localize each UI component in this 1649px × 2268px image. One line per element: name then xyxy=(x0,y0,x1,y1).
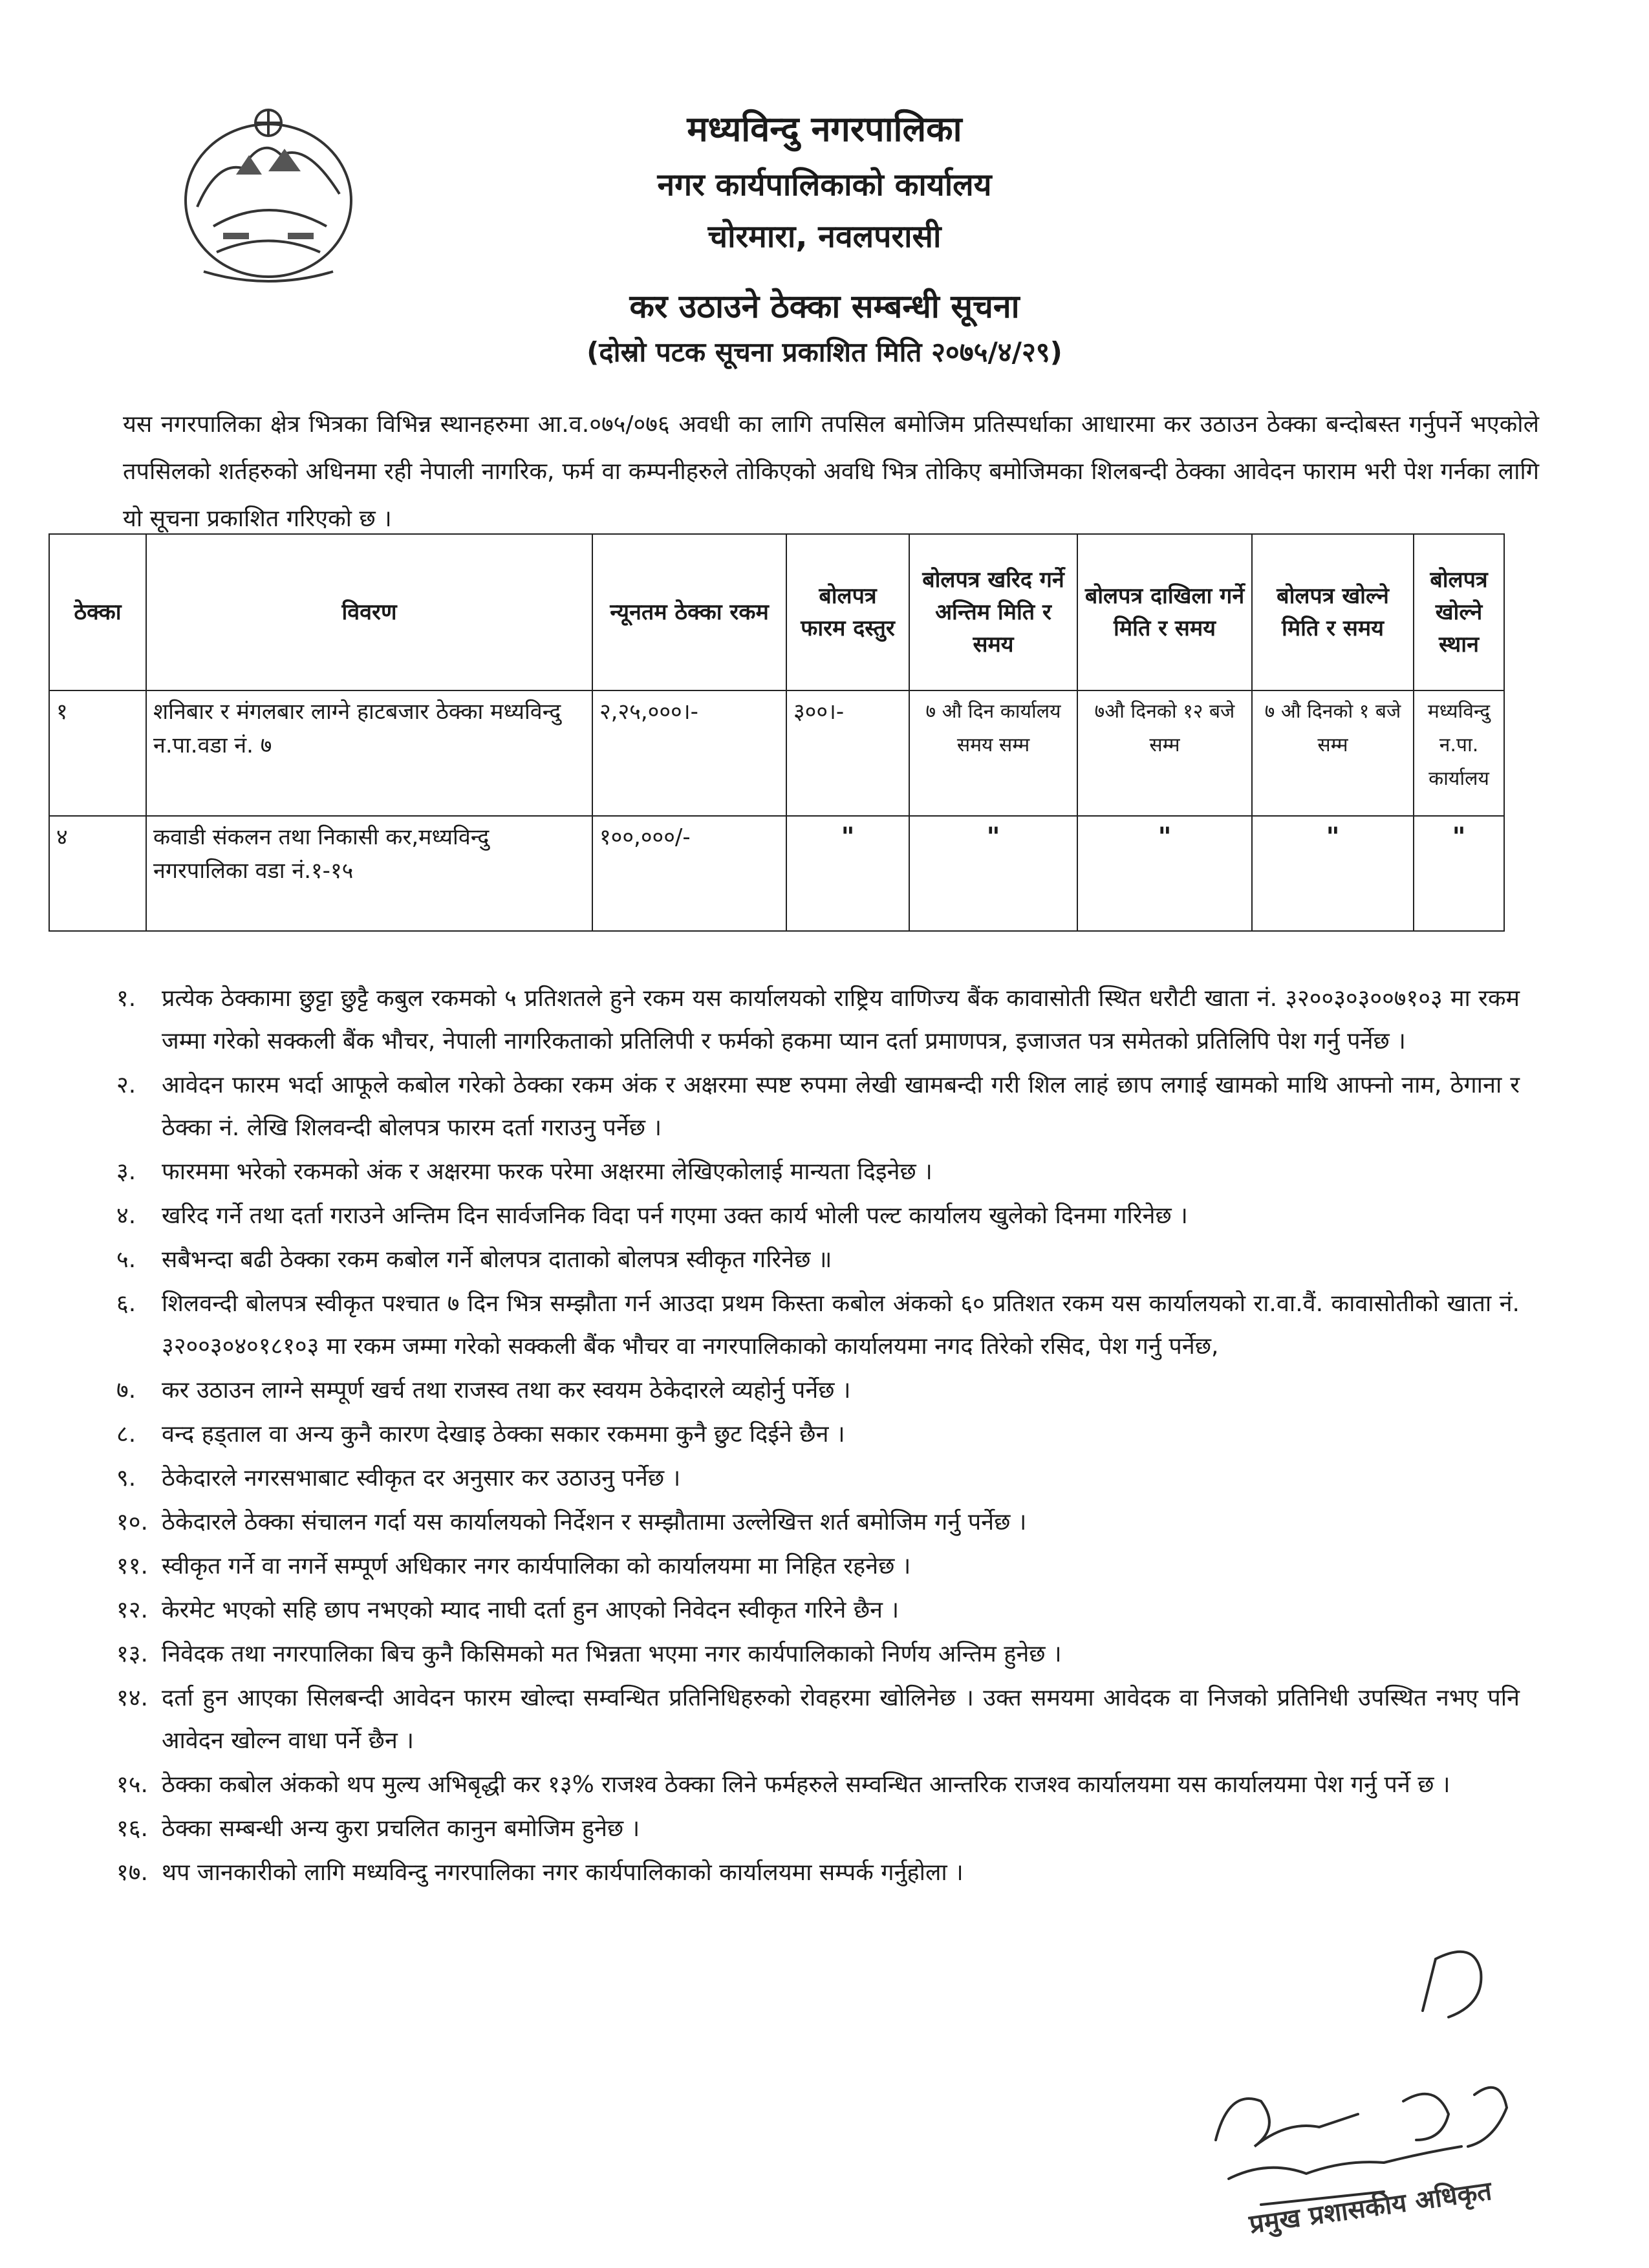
cell-description: शनिबार र मंगलबार लाग्ने हाटबजार ठेक्का मध्यविन्दु न.पा.वडा नं. ७ xyxy=(146,690,592,816)
condition-text: सबैभन्दा बढी ठेक्का रकम कबोल गर्ने बोलपत्र दाताको बोलपत्र स्वीकृत गरिनेछ ॥ xyxy=(162,1246,832,1273)
cell-form-fee: ३००।- xyxy=(786,690,909,816)
condition-text: आवेदन फारम भर्दा आफूले कबोल गरेको ठेक्का रकम अंक र अक्षरमा स्पष्ट रुपमा लेखी खामबन्दी गरी शिल लाहं छाप लगाई खामको माथि आफ्नो नाम, ठेगाना र ठेक्का नं. लेखि शिलवन्दी बोलपत्र फारम दर्ता गराउनु पर्नेछ । xyxy=(162,1072,1520,1141)
condition-text: कर उठाउन लाग्ने सम्पूर्ण खर्च तथा राजस्व तथा कर स्वयम ठेकेदारले व्यहोर्नु पर्नेछ । xyxy=(162,1377,851,1404)
condition-item xyxy=(116,1413,1520,1456)
condition-text: ठेकेदारले नगरसभाबाट स्वीकृत दर अनुसार कर उठाउनु पर्नेछ । xyxy=(162,1465,681,1492)
condition-number: ३. xyxy=(116,1159,136,1185)
condition-item xyxy=(116,1501,1520,1544)
condition-number: ८. xyxy=(116,1421,136,1448)
condition-text: दर्ता हुन आएका सिलबन्दी आवेदन फारम खोल्दा सम्वन्धित प्रतिनिधिहरुको रोवहरमा खोलिनेछ । उक्त समयमा आवेदक वा निजको प्रतिनिधी उपस्थित नभए पनि आवेदन खोल्न वाधा पर्ने छैन । xyxy=(162,1685,1520,1754)
condition-number: ६. xyxy=(116,1290,136,1317)
col-header-contract-no: ठेक्का xyxy=(49,534,146,690)
notice-subtitle: (दोस्रो पटक सूचना प्रकाशित मिति २०७५/४/२९) xyxy=(587,336,1062,368)
cell-min-amount: १००,०००/- xyxy=(592,816,786,931)
condition-item xyxy=(116,1545,1520,1588)
col-header-form-fee: बोलपत्र फारम दस्तुर xyxy=(786,534,909,690)
condition-number: ४. xyxy=(116,1203,136,1229)
signatory-title: प्रमुख प्रशासकीय अधिकृत xyxy=(1247,2176,1494,2240)
condition-item xyxy=(116,1633,1520,1676)
condition-number: १६. xyxy=(116,1815,148,1842)
table-header-row xyxy=(49,534,1504,690)
condition-number: ११. xyxy=(116,1553,148,1579)
condition-text: थप जानकारीको लागि मध्यविन्दु नगरपालिका नगर कार्यपालिकाको कार्यालयमा सम्पर्क गर्नुहोला । xyxy=(162,1859,964,1886)
col-header-opening: बोलपत्र खोल्ने मिति र समय xyxy=(1252,534,1414,690)
intro-paragraph: यस नगरपालिका क्षेत्र भित्रका विभिन्न स्थानहरुमा आ.व.०७५/०७६ अवधी का लागि तपसिल बमोजिम प्रतिस्पर्धाका आधारमा कर उठाउन ठेक्का बन्दोबस्त गर्नुपर्ने भएकोले तपसिलको शर्तहरुको अधिनमा रही नेपाली नागरिक, फर्म वा कम्पनीहरुले तोकिएको अवधि भित्र तोकिए बमोजिमका शिलबन्दी ठेक्का आवेदन फाराम भरी पेश गर्नका लागि यो सूचना प्रकाशित गरिएको छ । xyxy=(123,411,1539,532)
tender-table xyxy=(48,533,1505,932)
condition-text: निवेदक तथा नगरपालिका बिच कुनै किसिमको मत भिन्नता भएमा नगर कार्यपालिकाको निर्णय अन्तिम हुनेछ । xyxy=(162,1641,1062,1667)
cell-submission: ७औ दिनको १२ बजे सम्म xyxy=(1077,690,1252,816)
condition-number: १५. xyxy=(116,1771,148,1798)
condition-text: खरिद गर्ने तथा दर्ता गराउने अन्तिम दिन सार्वजनिक विदा पर्न गएमा उक्त कार्य भोली पल्ट कार्यालय खुलेको दिनमा गरिनेछ । xyxy=(162,1203,1188,1229)
condition-text: स्वीकृत गर्ने वा नगर्ने सम्पूर्ण अधिकार नगर कार्यपालिका को कार्यालयमा मा निहित रहनेछ । xyxy=(162,1553,911,1579)
condition-number: १२. xyxy=(116,1597,148,1623)
cell-opening: ७ औ दिनको १ बजे सम्म xyxy=(1252,690,1414,816)
col-header-min-amount: न्यूनतम ठेक्का रकम xyxy=(592,534,786,690)
condition-item xyxy=(116,1283,1520,1368)
condition-number: १. xyxy=(116,985,136,1012)
municipality-name: मध्यविन्दु नगरपालिका xyxy=(687,109,962,149)
condition-item xyxy=(116,1064,1520,1150)
office-name: नगर कार्यपालिकाको कार्यालय xyxy=(657,167,992,203)
cell-contract-no: ४ xyxy=(49,816,146,931)
cell-min-amount: २,२५,०००।- xyxy=(592,690,786,816)
condition-number: १४. xyxy=(116,1685,148,1711)
col-header-submission: बोलपत्र दाखिला गर्ने मिति र समय xyxy=(1077,534,1252,690)
cell-description: कवाडी संकलन तथा निकासी कर,मध्यविन्दु नगरपालिका वडा नं.१-१५ xyxy=(146,816,592,931)
condition-number: १७. xyxy=(116,1859,148,1886)
office-address: चोरमारा, नवलपरासी xyxy=(707,219,942,255)
condition-text: शिलवन्दी बोलपत्र स्वीकृत पश्चात ७ दिन भित्र सम्झौता गर्न आउदा प्रथम किस्ता कबोल अंकको ६० प्रतिशत रकम यस कार्यालयको रा.वा.वैं. कावासोतीको खाता नं. ३२००३०४०१८१०३ मा रकम जम्मा गरेको सक्कली बैंक भौचर वा नगरपालिकाको कार्यालयमा नगद तिरेको रसिद, पेश गर्नु पर्नेछ, xyxy=(162,1290,1520,1360)
condition-text: ठेकेदारले ठेक्का संचालन गर्दा यस कार्यालयको निर्देशन र सम्झौतामा उल्लेखित्त शर्त बमोजिम गर्नु पर्नेछ । xyxy=(162,1509,1027,1535)
condition-text: ठेक्का सम्बन्धी अन्य कुरा प्रचलित कानुन बमोजिम हुनेछ । xyxy=(162,1815,640,1842)
condition-text: केरमेट भएको सहि छाप नभएको म्याद नाघी दर्ता हुन आएको निवेदन स्वीकृत गरिने छैन । xyxy=(162,1597,900,1623)
condition-text: ठेक्का कबोल अंकको थप मुल्य अभिबृद्धी कर १३% राजश्व ठेक्का लिने फर्महरुले सम्वन्धित आन्तरिक राजश्व कार्यालयमा यस कार्यालयमा पेश गर्नु पर्ने छ । xyxy=(162,1771,1450,1798)
col-header-description: विवरण xyxy=(146,534,592,690)
table-row xyxy=(49,816,1504,931)
condition-item xyxy=(116,978,1520,1063)
condition-item xyxy=(116,1589,1520,1632)
condition-item xyxy=(116,1457,1520,1500)
condition-item xyxy=(116,1151,1520,1193)
cell-location: " xyxy=(1414,816,1504,931)
col-header-purchase-deadline: बोलपत्र खरिद गर्ने अन्तिम मिति र समय xyxy=(909,534,1077,690)
condition-item xyxy=(116,1369,1520,1412)
condition-item xyxy=(116,1677,1520,1762)
condition-number: ७. xyxy=(116,1377,136,1404)
condition-text: प्रत्येक ठेक्कामा छुट्टा छुट्टै कबुल रकमको ५ प्रतिशतले हुने रकम यस कार्यालयको राष्ट्रिय वाणिज्य बैंक कावासोती स्थित धरौटी खाता नं. ३२००३०३००७१०३ मा रकम जम्मा गरेको सक्कली बैंक भौचर, नेपाली नागरिकताको प्रतिलिपी र फर्मको हकमा प्यान दर्ता प्रमाणपत्र, इजाजत पत्र समेतको प्रतिलिपि पेश गर्नु पर्नेछ । xyxy=(162,985,1520,1054)
conditions-list xyxy=(116,978,1520,1896)
condition-text: वन्द हड्ताल वा अन्य कुनै कारण देखाइ ठेक्का सकार रकममा कुनै छुट दिईने छैन । xyxy=(162,1421,845,1448)
condition-item xyxy=(116,1852,1520,1894)
condition-item xyxy=(116,1808,1520,1850)
cell-form-fee: " xyxy=(786,816,909,931)
condition-number: ५. xyxy=(116,1246,136,1273)
condition-number: २. xyxy=(116,1072,136,1098)
cell-purchase-deadline: ७ औ दिन कार्यालय समय सम्म xyxy=(909,690,1077,816)
condition-number: ९. xyxy=(116,1465,136,1492)
cell-submission: " xyxy=(1077,816,1252,931)
condition-number: १०. xyxy=(116,1509,148,1535)
table-row xyxy=(49,690,1504,816)
condition-item xyxy=(116,1764,1520,1806)
cell-location: मध्यविन्दु न.पा. कार्यालय xyxy=(1414,690,1504,816)
condition-item xyxy=(116,1195,1520,1237)
condition-number: १३. xyxy=(116,1641,148,1667)
cell-contract-no: १ xyxy=(49,690,146,816)
condition-text: फारममा भरेको रकमको अंक र अक्षरमा फरक परेमा अक्षरमा लेखिएकोलाई मान्यता दिइनेछ । xyxy=(162,1159,932,1185)
cell-opening: " xyxy=(1252,816,1414,931)
notice-title: कर उठाउने ठेक्का सम्बन्धी सूचना xyxy=(629,288,1020,325)
condition-item xyxy=(116,1239,1520,1281)
cell-purchase-deadline: " xyxy=(909,816,1077,931)
col-header-location: बोलपत्र खोल्ने स्थान xyxy=(1414,534,1504,690)
